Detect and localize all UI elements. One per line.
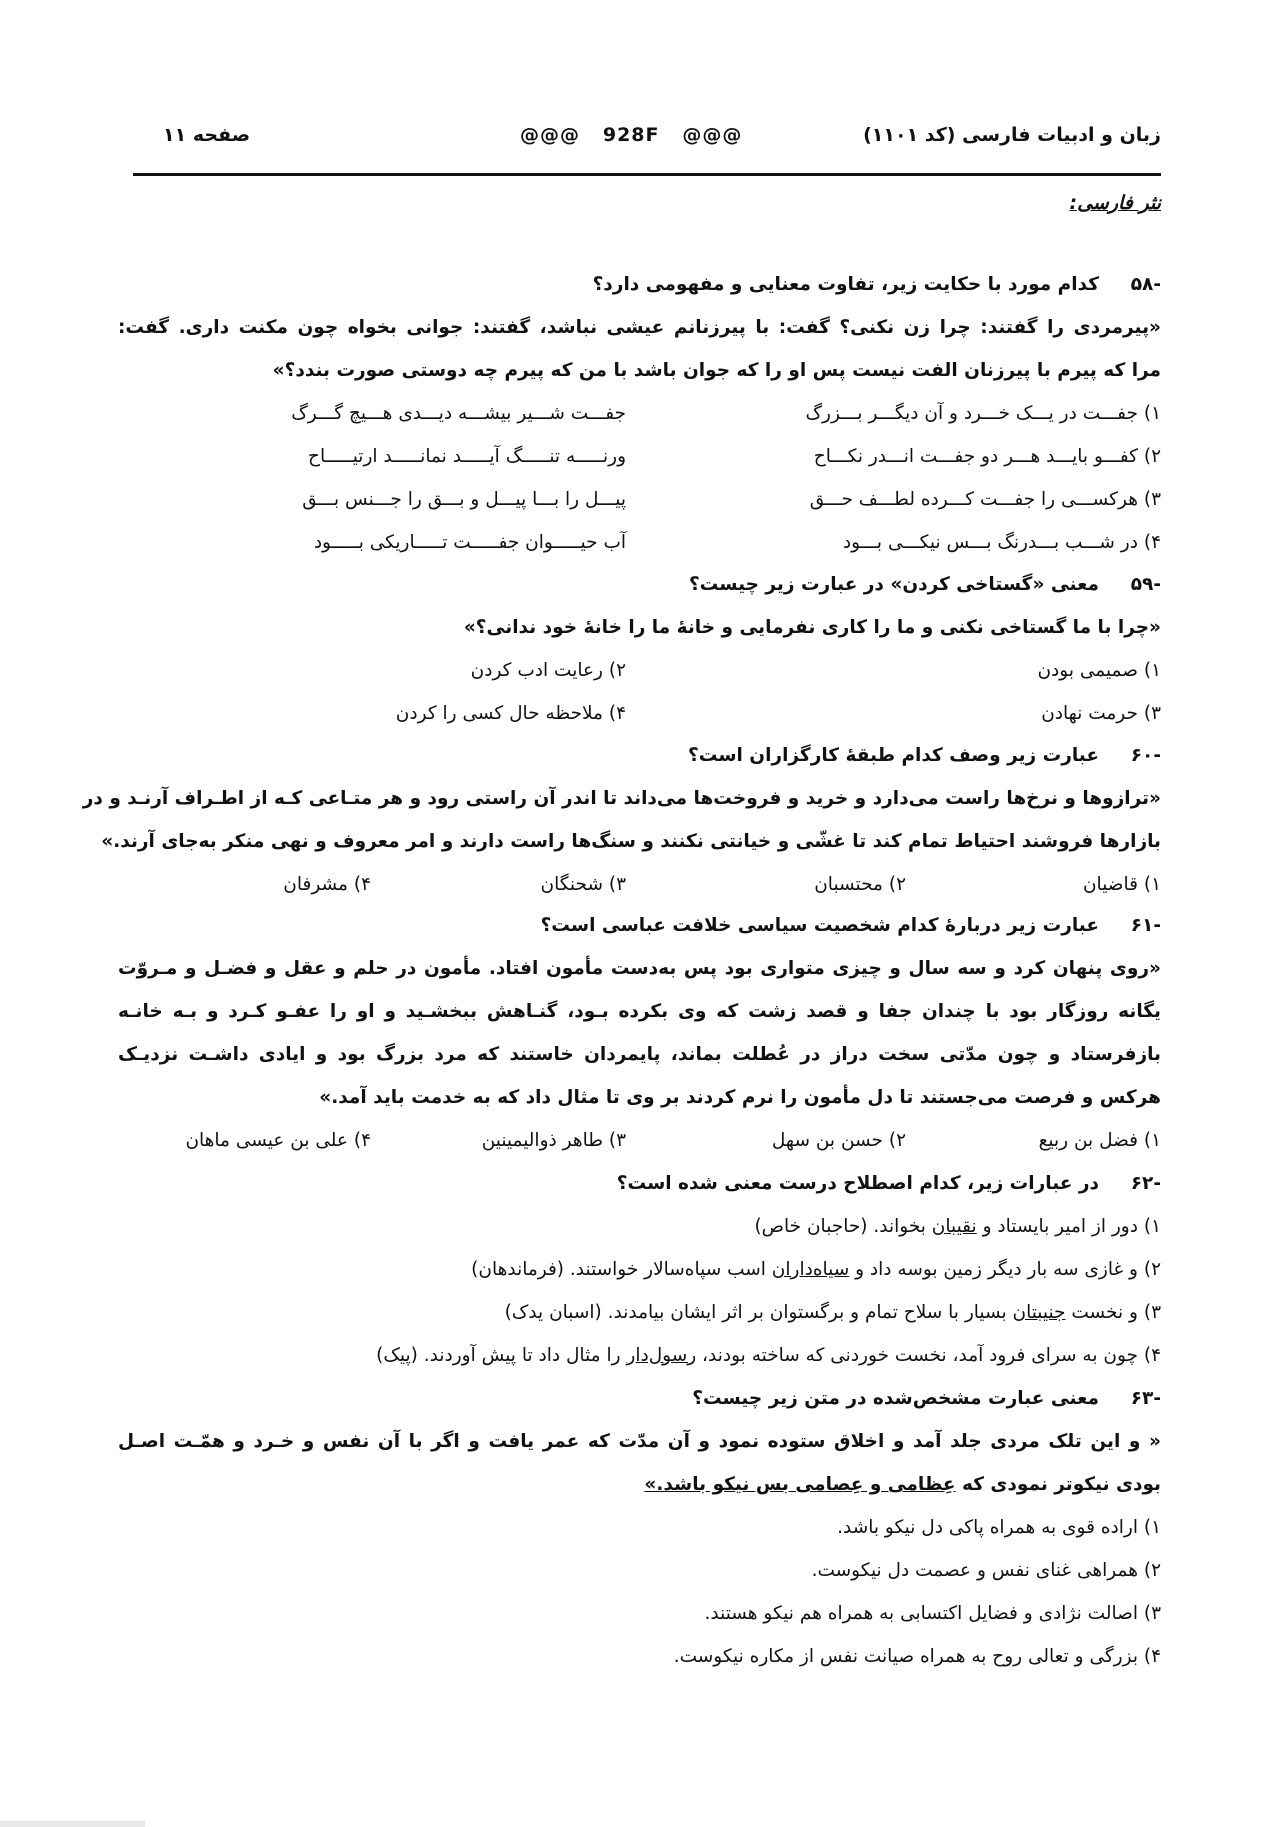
highlighted-phrase: عِظامی و عِصامی بس نیکو باشد.» — [644, 1474, 956, 1495]
header-divider — [133, 173, 1161, 176]
section-title: نثر فارسی: — [1069, 192, 1161, 214]
question-stem: معنی عبارت مشخص‌شده در متن زیر چیست؟ — [692, 1388, 1099, 1409]
question-58 — [118, 266, 1161, 566]
question-stem: معنی «گستاخی کردن» در عبارت زیر چیست؟ — [688, 574, 1099, 595]
question-number: -۵۸ — [1130, 274, 1161, 295]
exam-title: زبان و ادبیات فارسی (کد ۱۱۰۱) — [863, 124, 1161, 146]
question-number: -۶۲ — [1130, 1173, 1161, 1194]
question-60 — [82, 737, 1161, 907]
option-2[interactable]: ۲) حسن بن سهل — [771, 1130, 906, 1151]
option-1[interactable]: ۱) صمیمی بودن — [1037, 660, 1161, 681]
page-number: صفحه ۱۱ — [163, 124, 251, 146]
scan-edge-mark — [0, 1821, 145, 1827]
passage-line: یگانه روزگار بود با چندان جفا و قصد زشت که وی بکرده بـود، گنـاهش ببخشـید و او را عفـو کـرد و بـه خانـه — [118, 1001, 1161, 1022]
passage-text: بودی نیکوتر نمودی که — [955, 1474, 1161, 1495]
question-number: -۶۳ — [1130, 1388, 1161, 1409]
option-text: ۲) و غازی سه بار دیگر زمین بوسه داد و — [849, 1259, 1161, 1280]
passage-line: «روی پنهان کرد و سه سال و چیزی متواری بود پس به‌دست مأمون افتاد. مأمون در حلم و عقل و فضـل و مـروّت — [118, 958, 1161, 979]
option-3-hemistich-1[interactable]: ۳) هرکســـی را جفـــت کـــرده لطـــف حـــق — [809, 489, 1161, 510]
option-2[interactable]: ۲) همراهی غنای نفس و عصمت دل نیکوست. — [811, 1560, 1161, 1581]
option-1-hemistich-1[interactable]: ۱) جفـــت در یـــک خـــرد و آن دیگـــر بـــزرگ — [805, 403, 1161, 424]
option-text: اسب سپاه‌سالار خواستند. (فرماندهان) — [471, 1259, 772, 1280]
question-stem: کدام مورد با حکایت زیر، تفاوت معنایی و مفهومی دارد؟ — [592, 274, 1099, 295]
option-1[interactable]: ۱) قاضیان — [1082, 874, 1161, 895]
passage-line: «پیرمردی را گفتند: چرا زن نکنی؟ گفت: با پیرزنانم عیشی نباشد، گفتند: جوانی بخواه چون مکنت داری. گفت: — [118, 317, 1161, 338]
passage-line: مرا که پیرم با پیرزنان الفت نیست پس او را که جوان باشد با من که پیرم چه دوستی صورت بندد؟» — [272, 360, 1161, 381]
option-3-hemistich-2: پیـــل را بـــا پیـــل و بـــق را جـــنس بـــق — [302, 489, 626, 510]
option-4[interactable]: ۴) ملاحظه حال کسی را کردن — [395, 703, 626, 724]
option-2-hemistich-2: ورنـــــه تنـــــگ آیـــــد نمانـــــد ارتیـــــاح — [308, 446, 626, 467]
option-4[interactable]: ۴) علی بن عیسی ماهان — [185, 1130, 371, 1151]
question-number: -۵۹ — [1130, 574, 1161, 595]
passage-line: بازارها فروشند احتیاط تمام کند تا غشّی و خیانتی نکنند و سنگ‌ها راست دارند و امر معروف و نهی منکر به‌جای آرند.» — [101, 831, 1161, 852]
passage-line: هرکس و فرصت می‌جستند تا دل مأمون را نرم کردند بر وی تا مثال داد که به خدمت باید آمد.» — [319, 1087, 1161, 1108]
question-stem: عبارت زیر وصف کدام طبقهٔ کارگزاران است؟ — [688, 745, 1099, 766]
option-1-hemistich-2: جفـــت شـــیر بیشـــه دیـــدی هـــیچ گـــرگ — [291, 403, 626, 424]
option-2[interactable] — [471, 1251, 1161, 1288]
question-stem: در عبارات زیر، کدام اصطلاح درست معنی شده است؟ — [616, 1173, 1099, 1194]
question-59 — [118, 566, 1161, 736]
option-text: ۴) چون به سرای فرود آمد، نخست خوردنی که ساخته بودند، — [696, 1345, 1161, 1366]
passage-line: بازفرستاد و چون مدّتی سخت دراز در عُطلت بماند، پایمردان خاستند که مرد بزرگ بود و ایادی داشـت نزدیـک — [118, 1044, 1161, 1065]
option-4[interactable]: ۴) بزرگی و تعالی روح به همراه صیانت نفس از مکاره نیکوست. — [673, 1646, 1161, 1667]
question-number: -۶۰ — [1130, 745, 1161, 766]
booklet-code: @@@ 928F @@@ — [520, 124, 743, 146]
underlined-term: سیاه‌داران — [771, 1259, 850, 1280]
option-4[interactable] — [376, 1337, 1161, 1374]
underlined-term: جنیبتان — [1012, 1302, 1066, 1323]
option-1[interactable]: ۱) فضل بن ربیع — [1038, 1130, 1161, 1151]
option-3[interactable]: ۳) اصالت نژادی و فضایل اکتسابی به همراه هم نیکو هستند. — [704, 1603, 1161, 1624]
option-text: ۳) و نخست — [1065, 1302, 1161, 1323]
underlined-term: رسول‌دار — [626, 1345, 697, 1366]
passage-line: « و این تلک مردی جلد آمد و اخلاق ستوده نمود و آن مدّت که عمر یافت و اگر با آن نفس و خـرد و همّـت اصـل — [118, 1431, 1161, 1452]
option-1[interactable]: ۱) اراده قوی به همراه پاکی دل نیکو باشد. — [837, 1517, 1161, 1538]
passage-line: «ترازوها و نرخ‌ها راست می‌دارد و خرید و فروخت‌ها می‌داند تا اندر آن راستی رود و هر متـاعی کـه از اطـراف آرنـد و در — [82, 788, 1161, 809]
option-4-hemistich-1[interactable]: ۴) در شـــب بـــدرنگ بـــس نیکـــی بـــود — [842, 532, 1161, 553]
option-3[interactable]: ۳) حرمت نهادن — [1041, 703, 1161, 724]
option-2[interactable]: ۲) رعایت ادب کردن — [470, 660, 626, 681]
option-text: بخواند. (حاجبان خاص) — [754, 1216, 932, 1237]
question-63 — [118, 1380, 1161, 1700]
option-2-hemistich-1[interactable]: ۲) کفـــو بایـــد هـــر دو جفـــت انـــدر نکـــاح — [813, 446, 1161, 467]
option-3[interactable]: ۳) شحنگان — [540, 874, 626, 895]
question-61 — [118, 907, 1161, 1157]
option-4-hemistich-2: آب حیـــــوان جفـــــت تـــــاریکی بـــــود — [313, 532, 626, 553]
option-4[interactable]: ۴) مشرفان — [283, 874, 371, 895]
passage-line: «چرا با ما گستاخی نکنی و ما را کاری نفرمایی و خانهٔ ما را خانهٔ خود ندانی؟» — [463, 617, 1161, 638]
passage-line — [118, 1466, 1161, 1503]
question-stem: عبارت زیر دربارهٔ کدام شخصیت سیاسی خلافت عباسی است؟ — [540, 915, 1099, 936]
option-2[interactable]: ۲) محتسبان — [814, 874, 906, 895]
option-3[interactable]: ۳) طاهر ذوالیمینین — [481, 1130, 626, 1151]
question-62 — [118, 1165, 1161, 1375]
question-number: -۶۱ — [1130, 915, 1161, 936]
option-text: را مثال داد تا پیش آوردند. (پیک) — [376, 1345, 627, 1366]
option-3[interactable] — [505, 1294, 1161, 1331]
option-text: بسیار با سلاح تمام و برگستوان بر اثر ایشان بیامدند. (اسبان یدک) — [504, 1302, 1013, 1323]
option-text: ۱) دور از امیر بایستاد و — [976, 1216, 1161, 1237]
underlined-term: نقیبان — [931, 1216, 977, 1237]
option-1[interactable] — [754, 1208, 1161, 1245]
